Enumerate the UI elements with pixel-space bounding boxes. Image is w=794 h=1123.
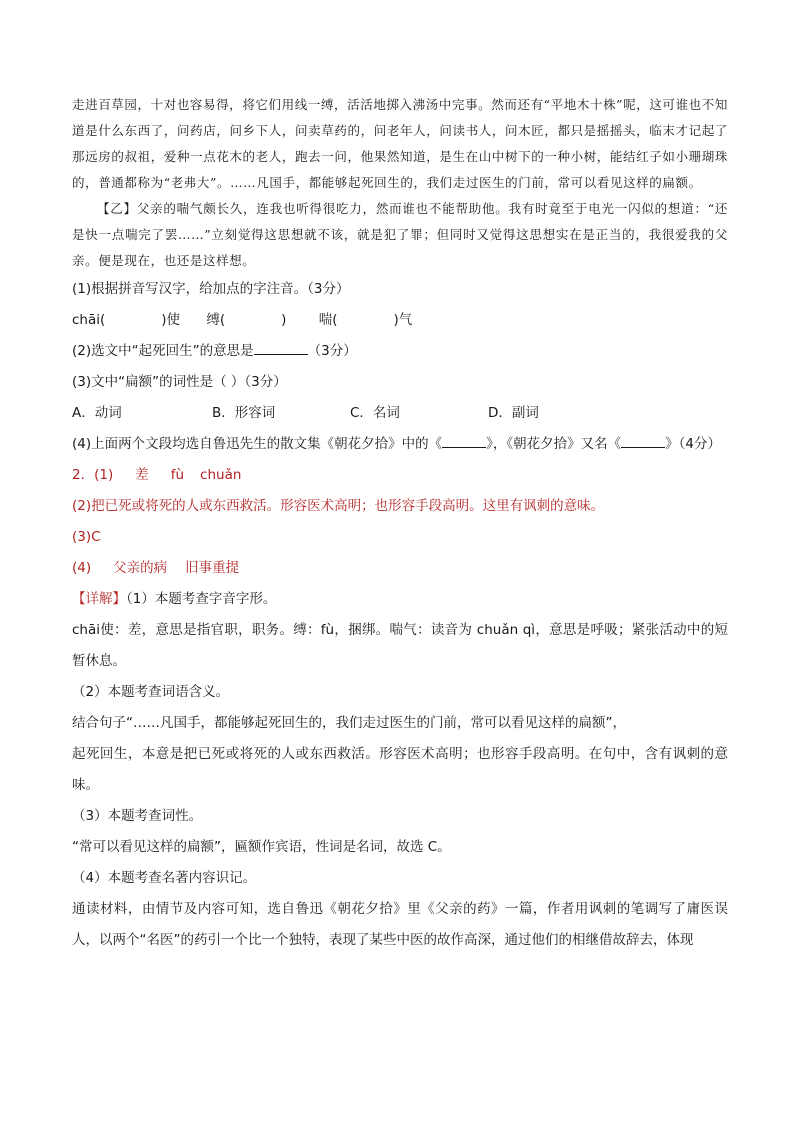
q3-option-a: A．动词 [72,405,122,421]
q1-item-c-pre: 喘( [318,312,338,328]
detail-4-body: 通读材料，由情节及内容可知，选自鲁迅《朝花夕拾》里《父亲的药》一篇，作者用讽刺的笔调写了庸医误人，以两个“名医”的药引一个比一个独特，表现了某些中医的故作高深，通过他们的相继借故辞去，体现 [72,901,728,948]
detail-1-heading: （1）本题考查字音字形。 [126,591,277,607]
question-1: (1)根据拼音写汉字，给加点的字注音。（3分） [72,281,350,297]
passage-paragraph-1: 走进百草园，十对也容易得，将它们用线一缚，活活地掷入沸汤中完事。然而还有“平地木十株”呢，这可谁也不知道是什么东西了，问药店，问乡下人，问卖草药的，问老年人，问读书人，问木匠，都只是摇摇头，临末才记起了那远房的叔祖，爱种一点花木的老人，跑去一问，他果然知道，是生在山中树下的一种小树，能结红子如小珊瑚珠的，普通都称为“老弗大”。……凡国手，都能够起死回生的，我们走过医生的门前，常可以看见这样的扁额。 [72,97,728,190]
q1-item-c-post: )气 [393,312,413,328]
answer-4 [72,553,728,584]
detail-2-heading: （2）本题考查词语含义。 [72,684,230,700]
question-4 [72,429,728,460]
detail-2-body-1: 结合句子“……凡国手，都能够起死回生的，我们走过医生的门前，常可以看见这样的扁额”， [72,715,626,731]
question-3: (3)文中“扁额”的词性是（ ）（3分） [72,374,287,390]
answer-1-label: 2．(1) [72,467,114,483]
document-page [72,92,728,956]
q3-option-d: D．副词 [488,405,539,421]
detail-2-body-2: 起死回生，本意是把已死或将死的人或东西救活。形容医术高明；也形容手段高明。在句中，含有讽刺的意味。 [72,746,728,793]
answer-4-label: (4) [72,560,92,576]
q1-item-a-pre: chāi( [72,312,106,328]
answer-3: (3)C [72,529,101,545]
detail-3-heading: （3）本题考查词性。 [72,808,203,824]
q3-option-b: B．形容词 [212,405,276,421]
q4-text-pre: (4)上面两个文段均选自鲁迅先生的散文集《朝花夕拾》中的《 [72,436,443,452]
q2-blank[interactable] [254,340,308,355]
question-3-options [72,398,728,429]
detail-section-1 [72,584,728,615]
q2-text: (2)选文中“起死回生”的意思是 [72,343,254,359]
passage-tag: 【乙】 [97,201,137,216]
passage [72,92,728,274]
passage-paragraph-2 [72,196,728,274]
q1-item-a-post: )使 [161,312,181,328]
question-1-items [72,305,728,336]
detail-3-body: “常可以看见这样的扁额”，匾额作宾语，性词是名词，故选 C。 [72,839,451,855]
answer-1 [72,460,728,491]
answer-1-value-c: chuǎn [200,467,242,483]
detail-4-heading: （4）本题考查名著内容识记。 [72,870,257,886]
answer-1-value-a: 差 [135,467,149,483]
detail-tag: 【详解】 [72,591,126,607]
answer-2: (2)把已死或将死的人或东西救活。形容医术高明；也形容手段高明。这里有讽刺的意味。 [72,498,605,514]
q4-text-post: 》（4分） [665,436,721,452]
answer-1-value-b: fù [170,467,185,483]
question-2 [72,336,728,367]
answer-4-value-b: 旧事重提 [185,560,240,576]
answer-4-value-a: 父亲的病 [113,560,168,576]
q2-score: （3分） [307,343,357,359]
q1-item-b-post: ) [281,312,287,328]
q1-item-b-pre: 缚( [206,312,226,328]
q4-text-mid: 》，《朝花夕拾》又名《 [486,436,622,452]
passage-paragraph-2-text: 父亲的喘气颇长久，连我也听得很吃力，然而谁也不能帮助他。我有时竟至于电光一闪似的想道：“还是快一点喘完了罢……”立刻觉得这思想就不该，就是犯了罪；但同时又觉得这思想实在是正当的，我很爱我的父亲。便是现在，也还是这样想。 [72,201,728,268]
detail-1-body: chāi使：差，意思是指官职，职务。缚：fù，捆绑。喘气：读音为 chuǎn qì，意思是呼吸；紧张活动中的短暂休息。 [72,622,728,669]
q3-option-c: C．名词 [350,405,400,421]
q4-blank-1[interactable] [442,433,486,448]
q4-blank-2[interactable] [621,433,665,448]
